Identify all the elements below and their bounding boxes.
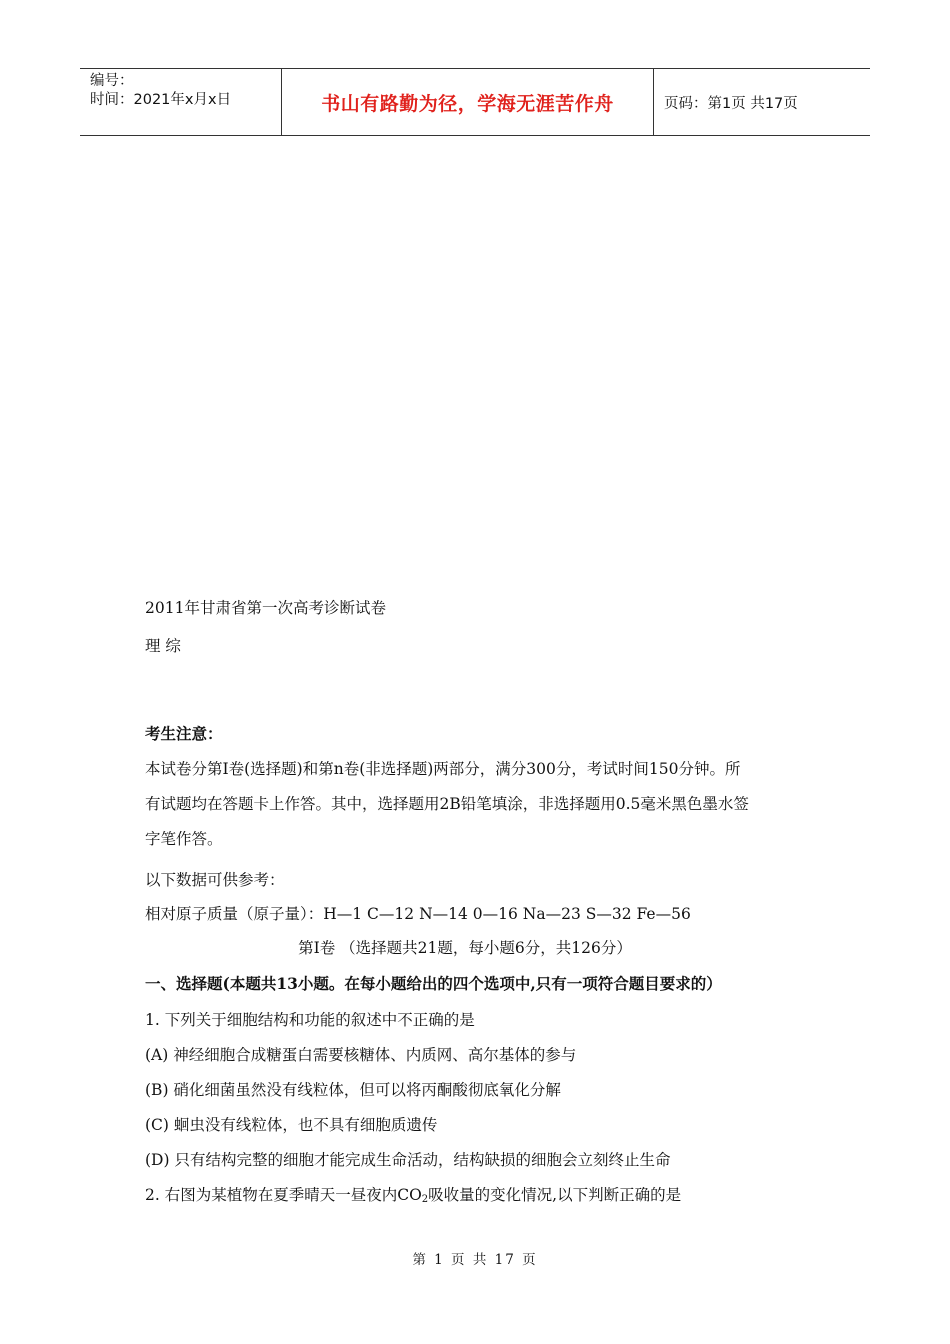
notice-line-1: 本试卷分第I卷(选择题)和第n卷(非选择题)两部分，满分300分，考试时间150分钟。所 [145,760,741,778]
section-title: 第I卷 （选择题共21题，每小题6分，共126分） [298,939,632,957]
reference-intro: 以下数据可供参考： [145,871,285,889]
exam-subject: 理 综 [145,637,181,655]
question-1-option-b: (B) 硝化细菌虽然没有线粒体，但可以将丙酮酸彻底氧化分解 [145,1081,561,1099]
header-motto: 书山有路勤为径，学海无涯苦作舟 [282,69,654,135]
header-meta-cell [80,69,282,135]
notice-line-2: 有试题均在答题卡上作答。其中，选择题用2B铅笔填涂，非选择题用0.5毫米黑色墨水签 [145,795,749,813]
document-time-label: 时间：2021年x月x日 [90,92,232,108]
notice-heading: 考生注意： [145,724,223,743]
header-page-info: 页码：第1页 共17页 [664,95,798,112]
document-number-label: 编号： [90,73,134,89]
question-1-option-a: (A) 神经细胞合成糖蛋白需要核糖体、内质网、高尔基体的参与 [145,1046,577,1064]
atomic-masses: 相对原子质量（原子量）：H—1 C—12 N—14 0—16 Na—23 S—32 Fe—56 [145,905,691,923]
exam-title: 2011年甘肃省第一次高考诊断试卷 [145,599,386,617]
part-heading: 一、选择题(本题共13小题。在每小题给出的四个选项中,只有一项符合题目要求的） [145,974,722,993]
question-1-option-c: (C) 蛔虫没有线粒体，也不具有细胞质遗传 [145,1116,438,1134]
question-1-stem: 1. 下列关于细胞结构和功能的叙述中不正确的是 [145,1011,475,1029]
page-footer: 第 1 页 共 17 页 [412,1252,538,1268]
document-header-table [80,68,870,136]
co2-subscript: 2 [421,1194,429,1205]
notice-line-3: 字笔作答。 [145,830,223,848]
question-2-stem: 2. 右图为某植物在夏季晴天一昼夜内$CO_2$吸收量的变化情况,以下判断正确的是 [145,1186,682,1205]
question-1-option-d: (D) 只有结构完整的细胞才能完成生命活动，结构缺损的细胞会立刻终止生命 [145,1151,671,1169]
